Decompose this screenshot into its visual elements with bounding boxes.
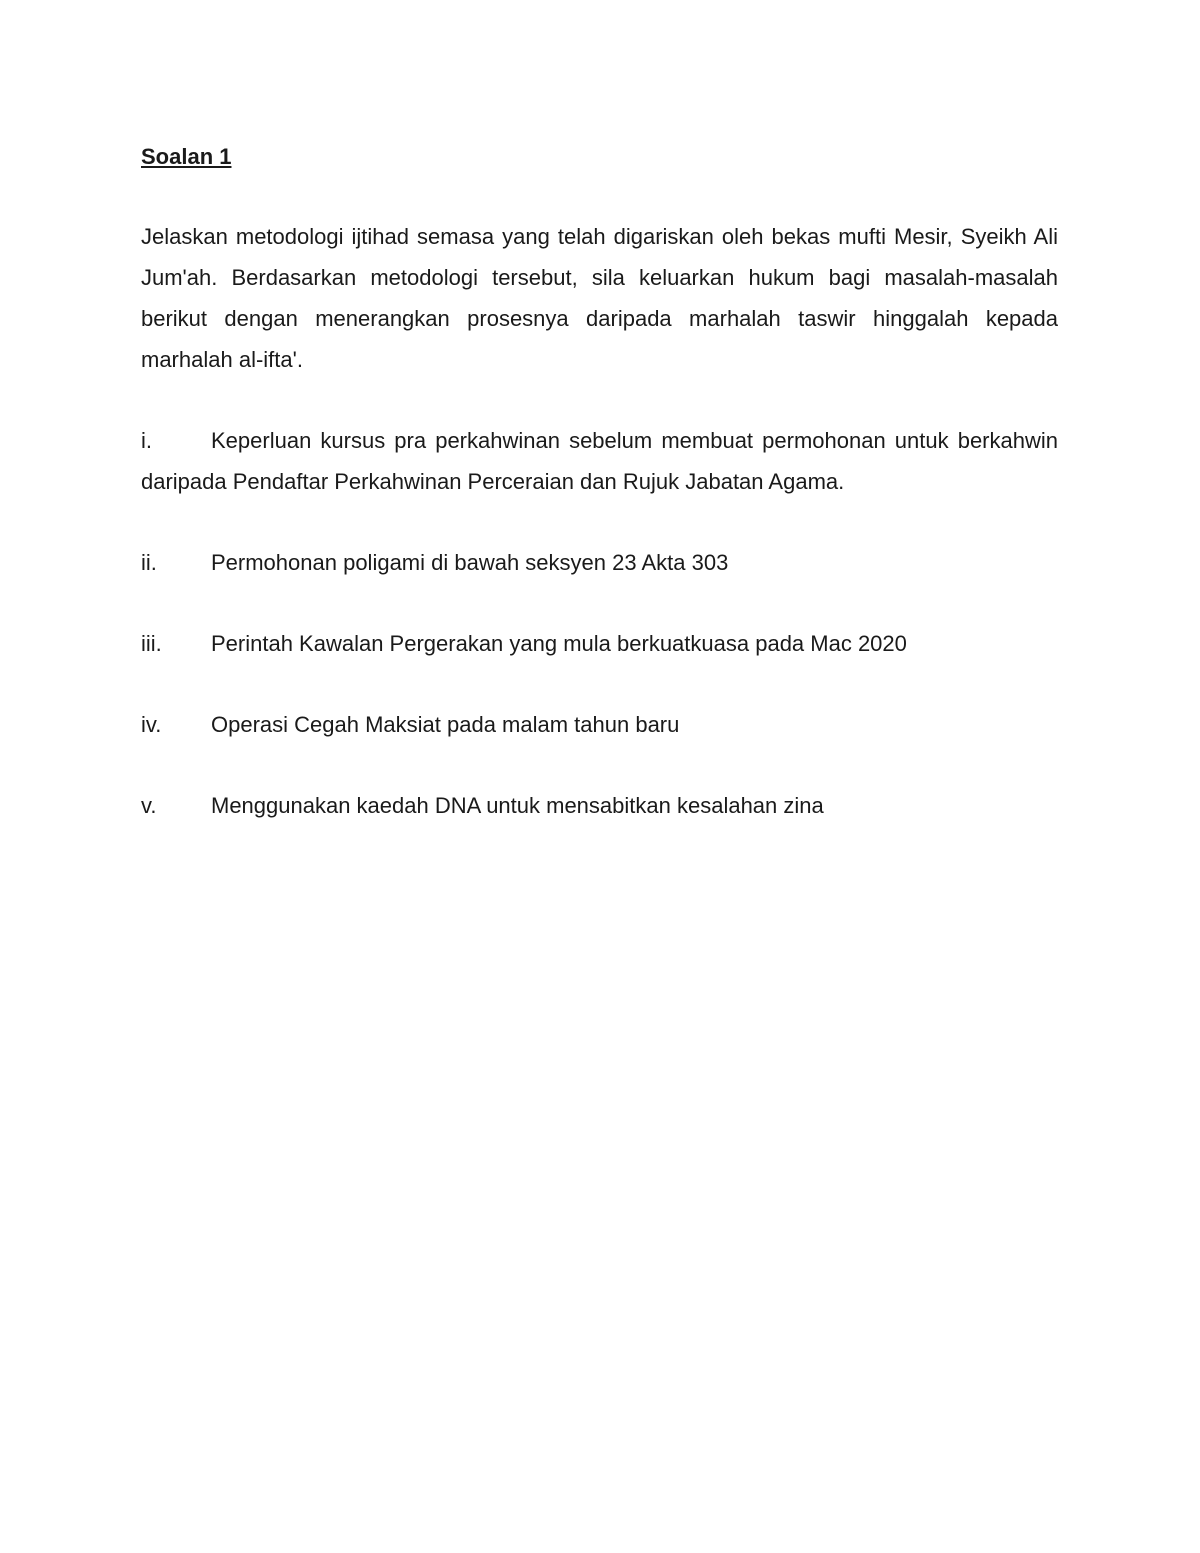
list-item-number: v. — [141, 793, 157, 818]
list-item-text: Perintah Kawalan Pergerakan yang mula berkuatkuasa pada Mac 2020 — [211, 631, 907, 656]
list-item — [141, 704, 1058, 745]
list-item-text: Menggunakan kaedah DNA untuk mensabitkan kesalahan zina — [211, 793, 824, 818]
list-item-text: Operasi Cegah Maksiat pada malam tahun baru — [211, 712, 680, 737]
list-item-text: Keperluan kursus pra perkahwinan sebelum membuat permohonan untuk berkahwin daripada Pendaftar Perkahwinan Perceraian dan Rujuk Jabatan Agama. — [141, 428, 1058, 494]
list-item-number: i. — [141, 428, 152, 453]
list-item-number: iv. — [141, 712, 162, 737]
question-list — [141, 420, 1058, 826]
list-item — [141, 623, 1058, 664]
question-title: Soalan 1 — [141, 144, 232, 169]
list-item — [141, 542, 1058, 583]
list-item — [141, 420, 1058, 502]
document-page — [141, 138, 1058, 866]
question-intro: Jelaskan metodologi ijtihad semasa yang telah digariskan oleh bekas mufti Mesir, Syeikh Ali Jum'ah. Berdasarkan metodologi tersebut, sila keluarkan hukum bagi masalah-masalah berikut dengan menerangkan prosesnya daripada marhalah taswir hinggalah kepada marhalah al-ifta'. — [141, 224, 1058, 372]
list-item-text: Permohonan poligami di bawah seksyen 23 Akta 303 — [211, 550, 729, 575]
list-item-number: iii. — [141, 631, 162, 656]
list-item-number: ii. — [141, 550, 157, 575]
list-item — [141, 785, 1058, 826]
